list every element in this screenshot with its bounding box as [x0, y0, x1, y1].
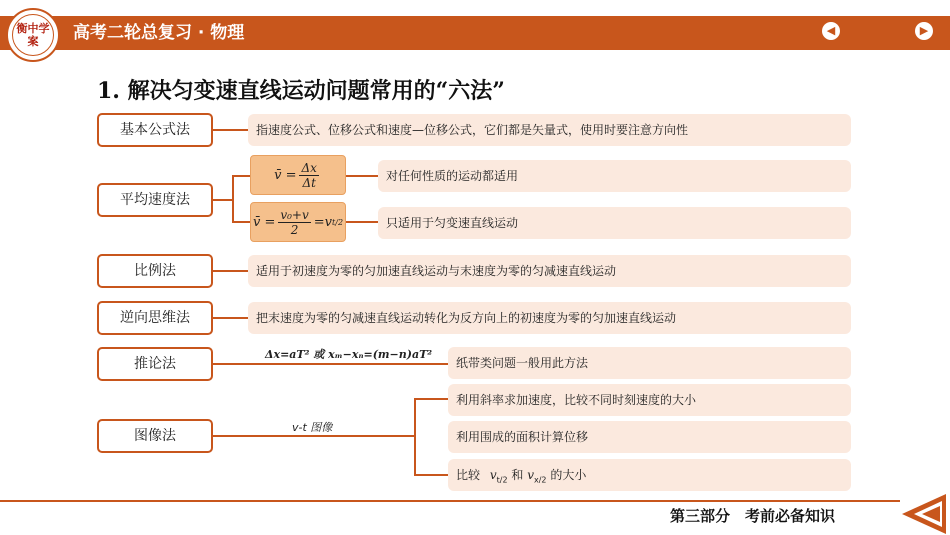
method-average-velocity: 平均速度法 — [97, 183, 213, 217]
method-ratio: 比例法 — [97, 254, 213, 288]
connector-graph-top — [414, 398, 448, 400]
note-inference: 纸带类问题一般用此方法 — [448, 347, 851, 379]
v-t2: v — [489, 468, 497, 482]
graph-label: v-t 图像 — [292, 421, 333, 434]
method-basic-formula: 基本公式法 — [97, 113, 213, 147]
connector-avg-branch — [232, 175, 234, 223]
back-arrow-icon[interactable] — [902, 494, 946, 534]
note-basic: 指速度公式、位移公式和速度—位移公式，它们都是矢量式，使用时要注意方向性 — [248, 114, 851, 146]
v-x2-sub: x/2 — [534, 475, 547, 485]
note-avg-velocity-1: 对任何性质的运动都适用 — [378, 160, 851, 192]
prev-slide-button[interactable] — [822, 22, 840, 40]
method-inference: 推论法 — [97, 347, 213, 381]
formula-avg2-rhs: =v — [313, 214, 333, 230]
formula-avg-velocity-2 — [250, 202, 346, 242]
connector-avg — [213, 199, 233, 201]
formula-avg1-lhs: v̄ = — [274, 167, 297, 183]
formula-avg1-den: Δt — [302, 175, 316, 190]
chevron-left-icon: ◀ — [826, 24, 836, 37]
note-reverse: 把末速度为零的匀减速直线运动转化为反方向上的初速度为零的匀加速直线运动 — [248, 302, 851, 334]
connector-avg1-note — [346, 175, 378, 177]
note-graph-1: 利用斜率求加速度，比较不同时刻速度的大小 — [448, 384, 851, 416]
v-x2: v — [527, 468, 534, 482]
note-avg-velocity-2: 只适用于匀变速直线运动 — [378, 207, 851, 239]
formula-avg1-fraction — [299, 161, 318, 190]
method-graph: 图像法 — [97, 419, 213, 453]
connector-avg2-note — [346, 221, 378, 223]
note-ratio: 适用于初速度为零的匀加速直线运动与末速度为零的匀减速直线运动 — [248, 255, 851, 287]
footer-section-label: 第三部分 考前必备知识 — [670, 507, 836, 525]
formula-inference: Δx=aT² 或 xₘ−xₙ=(m−n)aT² — [265, 348, 433, 361]
connector-reverse — [213, 317, 250, 319]
note-graph-3-mid: 和 — [511, 468, 524, 482]
logo — [6, 8, 60, 62]
formula-avg2-rhs-sub: t/2 — [332, 217, 344, 227]
method-reverse-thinking: 逆向思维法 — [97, 301, 213, 335]
note-graph-3-pre: 比较 — [456, 468, 481, 482]
formula-avg2-fraction — [278, 208, 310, 237]
header-title: 高考二轮总复习 · 物理 — [73, 23, 245, 43]
v-t2-sub: t/2 — [496, 475, 508, 485]
connector-ratio — [213, 270, 250, 272]
connector-graph-bottom — [414, 474, 448, 476]
formula-avg2-lhs: v̄ = — [252, 214, 276, 230]
formula-avg1-num: Δx — [301, 160, 317, 175]
connector-avg-top — [232, 175, 250, 177]
footer-divider — [0, 500, 900, 502]
connector-inference — [213, 363, 448, 365]
connector-avg-bottom — [232, 221, 250, 223]
page-title: 1. 解决匀变速直线运动问题常用的“六法” — [97, 78, 505, 104]
logo-text: 衡中学案 — [12, 14, 54, 56]
note-graph-3-post: 的大小 — [550, 468, 587, 482]
note-graph-3 — [448, 459, 851, 491]
connector-graph-branch — [414, 398, 416, 476]
connector-graph — [213, 435, 415, 437]
chevron-right-icon: ▶ — [919, 24, 929, 37]
connector-basic — [213, 129, 250, 131]
formula-avg2-num: v₀+v — [280, 207, 309, 222]
note-graph-2: 利用围成的面积计算位移 — [448, 421, 851, 453]
formula-avg-velocity-1 — [250, 155, 346, 195]
next-slide-button[interactable] — [915, 22, 933, 40]
formula-avg2-den: 2 — [290, 222, 299, 237]
